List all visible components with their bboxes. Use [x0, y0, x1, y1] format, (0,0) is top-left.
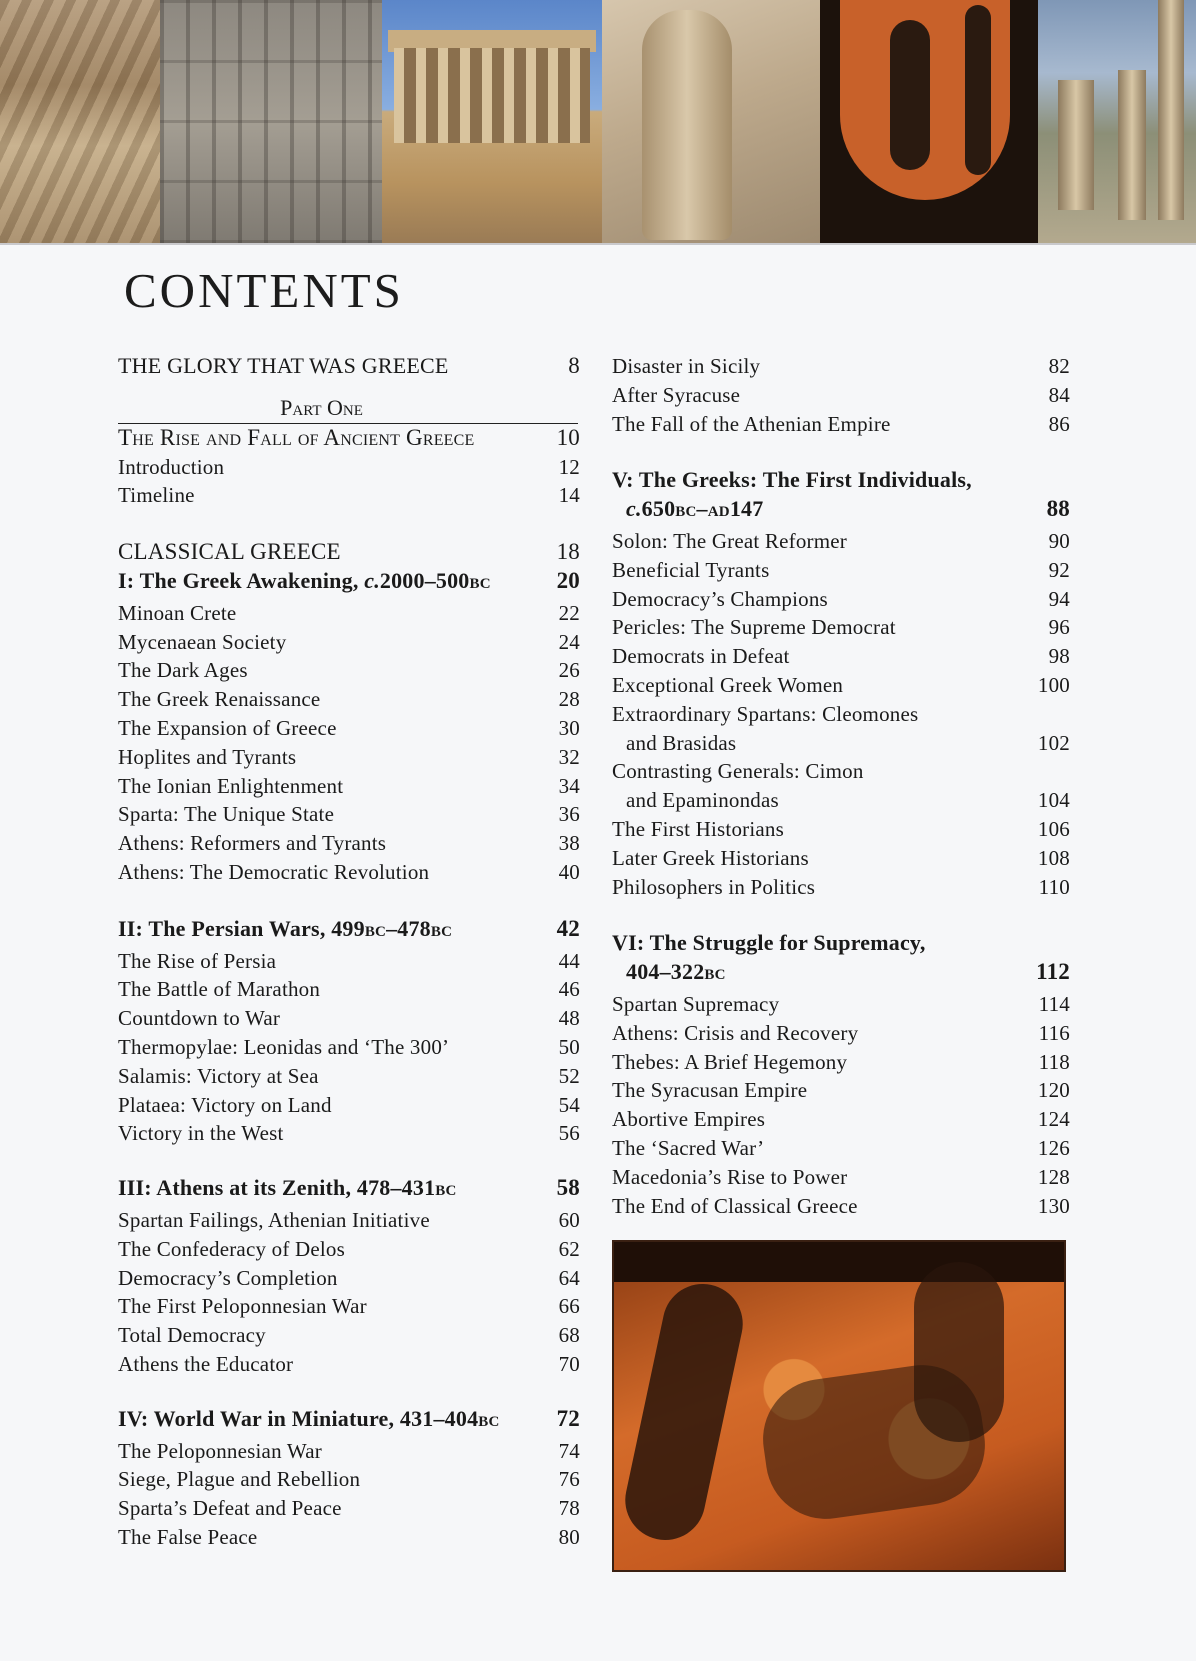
toc-entry[interactable] — [118, 599, 580, 628]
toc-entry-title: Athens: The Democratic Revolution — [118, 859, 430, 884]
section-5-items-cont — [612, 815, 1070, 901]
toc-entry-title: Athens: Crisis and Recovery — [612, 1020, 859, 1045]
toc-entry-page: 50 — [558, 1034, 580, 1059]
toc-entry[interactable] — [118, 1292, 580, 1321]
toc-entry-title: The Peloponnesian War — [118, 1438, 322, 1463]
toc-entry-title: Victory in the West — [118, 1121, 284, 1146]
toc-section-4[interactable]: IV: World War in Miniature, 431–404BC 72 — [118, 1405, 580, 1431]
toc-entry[interactable] — [612, 381, 1070, 410]
toc-entry-title: Sparta: The Unique State — [118, 802, 335, 827]
toc-entry[interactable] — [612, 1134, 1070, 1163]
toc-entry-title: Democracy’s Completion — [118, 1265, 338, 1290]
toc-entry-title: Beneficial Tyrants — [612, 557, 770, 582]
toc-entry-title: Democracy’s Champions — [612, 586, 828, 611]
toc-entry-page: 30 — [558, 715, 580, 740]
toc-entry[interactable] — [118, 628, 580, 657]
toc-entry-page: 68 — [558, 1323, 580, 1348]
toc-entry-page: 22 — [558, 600, 580, 625]
toc-entry-page: 34 — [558, 773, 580, 798]
toc-entry[interactable] — [118, 743, 580, 772]
toc-entry[interactable] — [118, 772, 580, 801]
toc-entry-page: 12 — [558, 454, 580, 479]
toc-entry[interactable] — [612, 1163, 1070, 1192]
toc-entry-title: Exceptional Greek Women — [612, 672, 844, 697]
toc-entry-title: The End of Classical Greece — [612, 1193, 858, 1218]
section-5-items — [612, 527, 1070, 700]
toc-entry-page: 44 — [558, 948, 580, 973]
toc-entry[interactable] — [118, 1264, 580, 1293]
toc-entry-rise-and-fall[interactable]: The Rise and Fall of Ancient Greece 10 — [118, 424, 580, 450]
toc-entry-page: 86 — [1048, 411, 1070, 436]
toc-section-6-line2[interactable]: 404–322BC 112 — [626, 959, 1070, 985]
toc-entry[interactable] — [612, 1076, 1070, 1105]
contents-right-column — [612, 352, 1070, 1220]
toc-entry[interactable] — [612, 1105, 1070, 1134]
toc-entry[interactable] — [118, 1523, 580, 1552]
toc-entry-intro[interactable]: THE GLORY THAT WAS GREECE 8 — [118, 353, 580, 378]
toc-entry[interactable] — [118, 685, 580, 714]
toc-entry-title: The Syracusan Empire — [612, 1078, 808, 1103]
rise-items — [118, 453, 580, 511]
photo-parthenon — [382, 0, 602, 243]
toc-entry-title: The Dark Ages — [118, 658, 248, 683]
toc-entry-page: 66 — [558, 1294, 580, 1319]
toc-entry-title: Thebes: A Brief Hegemony — [612, 1049, 848, 1074]
toc-entry-page: 64 — [558, 1265, 580, 1290]
toc-entry-page: 54 — [558, 1092, 580, 1117]
toc-entry-title: Disaster in Sicily — [612, 354, 761, 378]
photo-ruins — [0, 0, 160, 243]
toc-entry-page: 90 — [1048, 528, 1070, 553]
toc-entry-page: 82 — [1048, 354, 1070, 378]
toc-entry[interactable] — [118, 1091, 580, 1120]
toc-entry[interactable] — [118, 829, 580, 858]
photo-persian-relief — [160, 0, 382, 243]
toc-entry[interactable] — [612, 352, 1070, 381]
toc-entry-page: 40 — [558, 859, 580, 884]
toc-entry[interactable] — [118, 453, 580, 482]
toc-entry-page: 100 — [1037, 672, 1070, 697]
toc-entry-page: 60 — [558, 1207, 580, 1232]
toc-entry[interactable] — [612, 990, 1070, 1019]
toc-entry-title: The ‘Sacred War’ — [612, 1135, 765, 1160]
toc-entry[interactable] — [612, 556, 1070, 585]
toc-entry-title: The Fall of the Athenian Empire — [612, 411, 891, 436]
toc-entry-page: 28 — [558, 687, 580, 712]
section-4-items — [118, 1437, 580, 1552]
toc-entry-title: Timeline — [118, 483, 195, 508]
toc-entry-title: Abortive Empires — [612, 1107, 766, 1132]
toc-entry-title: The Ionian Enlightenment — [118, 773, 344, 798]
toc-entry-page: 32 — [558, 744, 580, 769]
contents-left-column — [118, 352, 580, 1552]
toc-entry[interactable] — [118, 1206, 580, 1235]
toc-entry[interactable] — [118, 858, 580, 887]
toc-section-6-line1[interactable]: VI: The Struggle for Supremacy, — [612, 930, 926, 956]
section-6-items — [612, 990, 1070, 1220]
vase-painting-image — [612, 1240, 1066, 1572]
toc-entry-title: Solon: The Great Reformer — [612, 528, 847, 553]
toc-entry-page: 84 — [1048, 382, 1070, 407]
toc-entry[interactable] — [118, 481, 580, 510]
toc-entry[interactable] — [612, 1048, 1070, 1077]
toc-entry-page: 74 — [558, 1438, 580, 1463]
toc-entry-title: The Battle of Marathon — [118, 977, 321, 1002]
toc-entry-title: Philosophers in Politics — [612, 874, 816, 899]
toc-entry-page: 130 — [1037, 1193, 1070, 1218]
toc-entry-page: 96 — [1048, 615, 1070, 640]
toc-entry-page: 98 — [1048, 644, 1070, 669]
toc-entry-title: Pericles: The Supreme Democrat — [612, 615, 896, 640]
toc-entry-page: 94 — [1048, 586, 1070, 611]
toc-entry-page: 46 — [558, 977, 580, 1002]
toc-entry-page: 124 — [1037, 1107, 1070, 1132]
toc-entry-page: 116 — [1038, 1020, 1070, 1045]
toc-entry[interactable] — [118, 714, 580, 743]
toc-entry-extraordinary-spartans-cont[interactable]: and Brasidas 102 — [626, 730, 1070, 755]
toc-entry-page: 118 — [1038, 1049, 1070, 1074]
toc-entry[interactable] — [118, 1494, 580, 1523]
toc-entry-title: Democrats in Defeat — [612, 644, 790, 669]
toc-section-5-line2[interactable]: c.650BC–AD147 88 — [626, 496, 1070, 522]
toc-entry-title: Spartan Failings, Athenian Initiative — [118, 1207, 430, 1232]
toc-entry[interactable] — [612, 585, 1070, 614]
page-title: CONTENTS — [124, 263, 404, 318]
toc-entry[interactable] — [118, 800, 580, 829]
toc-entry-title: The First Historians — [612, 816, 784, 841]
toc-entry-title: Plataea: Victory on Land — [118, 1092, 332, 1117]
toc-entry-title: The False Peace — [118, 1524, 258, 1549]
toc-entry-title: Minoan Crete — [118, 600, 237, 625]
toc-entry-title: The Expansion of Greece — [118, 715, 337, 740]
toc-entry-page: 78 — [558, 1496, 580, 1521]
toc-entry[interactable] — [612, 1192, 1070, 1221]
section-2-items — [118, 947, 580, 1149]
toc-entry-classical-greece[interactable]: CLASSICAL GREECE 18 — [118, 539, 580, 565]
toc-entry[interactable] — [612, 527, 1070, 556]
toc-entry[interactable] — [612, 410, 1070, 439]
toc-entry[interactable] — [612, 613, 1070, 642]
toc-entry-title: Athens the Educator — [118, 1351, 294, 1376]
toc-entry-page: 62 — [558, 1236, 580, 1261]
right-top-items — [612, 352, 1070, 438]
toc-entry-title: Mycenaean Society — [118, 629, 287, 654]
toc-entry[interactable] — [118, 1004, 580, 1033]
toc-entry-title: Macedonia’s Rise to Power — [612, 1164, 848, 1189]
toc-entry-page: 14 — [558, 483, 580, 508]
header-photo-strip — [0, 0, 1196, 243]
toc-entry-extraordinary-spartans[interactable]: Extraordinary Spartans: Cleomones — [612, 701, 919, 726]
toc-entry[interactable] — [118, 1062, 580, 1091]
toc-entry-title: Introduction — [118, 454, 225, 479]
toc-entry[interactable] — [118, 1465, 580, 1494]
toc-entry-page: 26 — [558, 658, 580, 683]
toc-entry-page: 110 — [1038, 874, 1070, 899]
toc-entry[interactable] — [118, 947, 580, 976]
toc-entry-page: 56 — [558, 1121, 580, 1146]
toc-entry-contrasting-generals-cont[interactable]: and Epaminondas 104 — [626, 788, 1070, 813]
toc-entry-page: 108 — [1037, 845, 1070, 870]
toc-entry-title: Later Greek Historians — [612, 845, 809, 870]
toc-entry-title: Hoplites and Tyrants — [118, 744, 297, 769]
toc-entry-page: 38 — [558, 831, 580, 856]
toc-entry-title: Sparta’s Defeat and Peace — [118, 1496, 342, 1521]
toc-entry[interactable] — [118, 1033, 580, 1062]
photo-vase-painting — [820, 0, 1038, 243]
toc-entry-title: The Confederacy of Delos — [118, 1236, 345, 1261]
toc-entry-page: 92 — [1048, 557, 1070, 582]
toc-entry-page: 106 — [1037, 816, 1070, 841]
toc-entry-title: Countdown to War — [118, 1006, 281, 1031]
toc-entry-page: 52 — [558, 1063, 580, 1088]
toc-entry-page: 48 — [558, 1006, 580, 1031]
toc-entry-contrasting-generals[interactable]: Contrasting Generals: Cimon — [612, 759, 864, 784]
toc-entry-title: Spartan Supremacy — [612, 991, 780, 1016]
toc-entry-title: Salamis: Victory at Sea — [118, 1063, 319, 1088]
toc-entry-title: Total Democracy — [118, 1323, 266, 1348]
toc-entry[interactable] — [118, 1437, 580, 1466]
toc-section-2[interactable]: II: The Persian Wars, 499BC–478BC 42 — [118, 915, 580, 941]
photo-statue — [602, 0, 820, 243]
toc-entry[interactable] — [118, 1235, 580, 1264]
toc-entry-title: Athens: Reformers and Tyrants — [118, 831, 387, 856]
toc-entry-title: Siege, Plague and Rebellion — [118, 1467, 361, 1492]
toc-entry[interactable] — [612, 844, 1070, 873]
section-1-items — [118, 599, 580, 887]
toc-section-3[interactable]: III: Athens at its Zenith, 478–431BC 58 — [118, 1175, 580, 1201]
toc-entry-page: 126 — [1037, 1135, 1070, 1160]
part-one-heading: Part One — [280, 394, 363, 420]
toc-entry-title: Thermopylae: Leonidas and ‘The 300’ — [118, 1034, 450, 1059]
toc-entry[interactable] — [612, 642, 1070, 671]
toc-entry[interactable] — [118, 975, 580, 1004]
toc-entry-page: 120 — [1037, 1078, 1070, 1103]
toc-section-5-line1[interactable]: V: The Greeks: The First Individuals, — [612, 467, 972, 493]
toc-entry-page: 70 — [558, 1351, 580, 1376]
toc-entry[interactable] — [612, 1019, 1070, 1048]
header-divider — [0, 243, 1196, 245]
toc-entry[interactable] — [118, 1350, 580, 1379]
toc-entry[interactable] — [612, 873, 1070, 902]
toc-entry-page: 76 — [558, 1467, 580, 1492]
toc-entry[interactable] — [612, 815, 1070, 844]
toc-entry[interactable] — [118, 656, 580, 685]
toc-entry-page: 80 — [558, 1524, 580, 1549]
toc-entry-title: The Greek Renaissance — [118, 687, 321, 712]
photo-columns — [1038, 0, 1196, 243]
toc-entry-page: 128 — [1037, 1164, 1070, 1189]
toc-section-1[interactable]: I: The Greek Awakening, c.2000–500BC 20 — [118, 567, 580, 593]
toc-entry[interactable] — [118, 1321, 580, 1350]
toc-entry[interactable] — [612, 671, 1070, 700]
toc-entry-title: The Rise of Persia — [118, 948, 277, 973]
toc-entry-page: 114 — [1038, 991, 1070, 1016]
toc-entry-page: 24 — [558, 629, 580, 654]
toc-entry-page: 36 — [558, 802, 580, 827]
section-3-items — [118, 1206, 580, 1379]
toc-entry-title: The First Peloponnesian War — [118, 1294, 367, 1319]
toc-entry-title: After Syracuse — [612, 382, 741, 407]
toc-entry[interactable] — [118, 1119, 580, 1148]
